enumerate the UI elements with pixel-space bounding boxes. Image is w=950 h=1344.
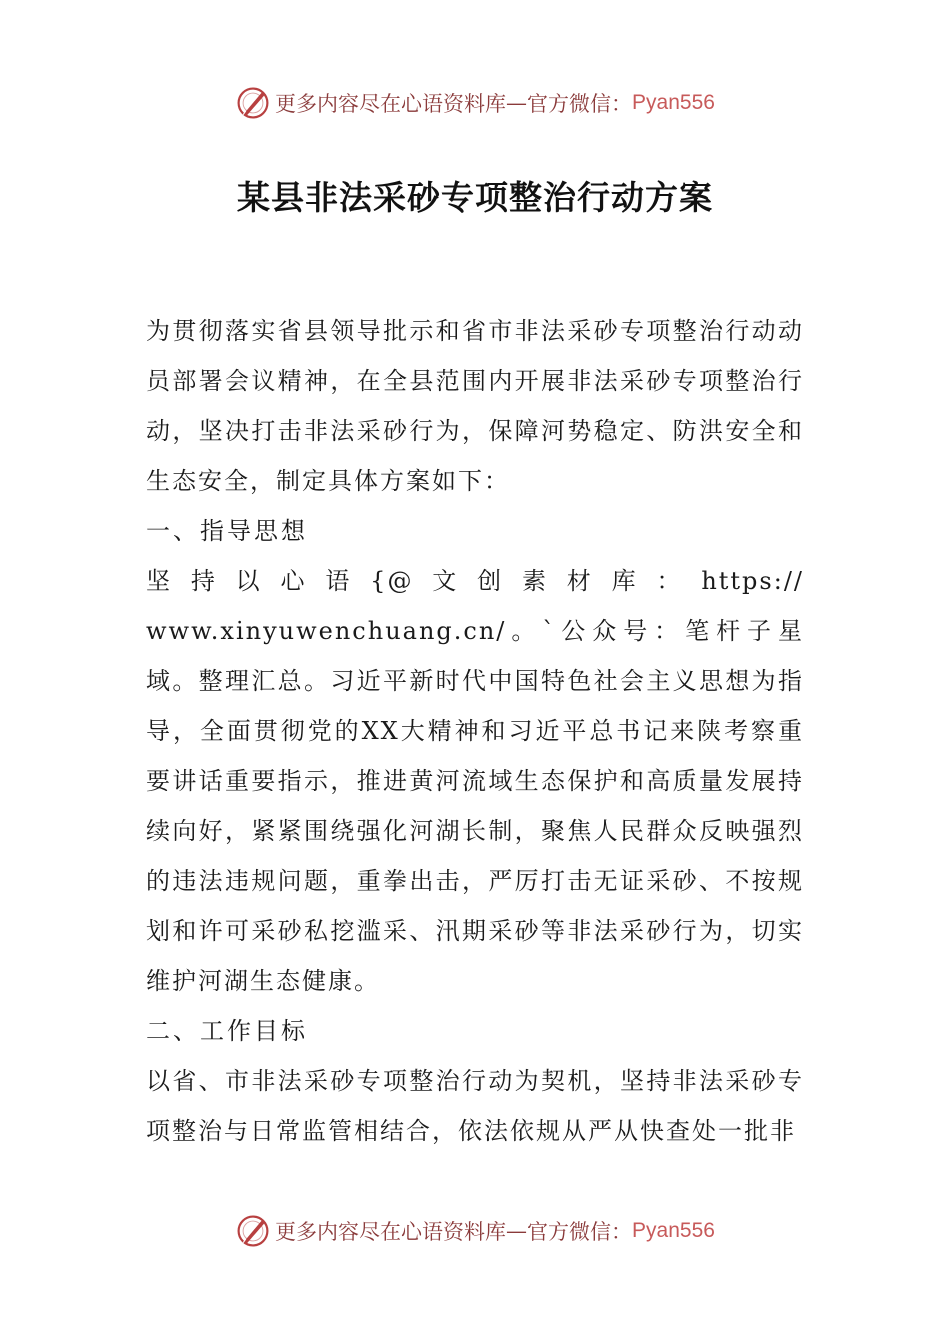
quill-logo-icon	[235, 1213, 271, 1249]
header-watermark-banner	[0, 78, 950, 128]
intro-paragraph: 为贯彻落实省县领导批示和省市非法采砂专项整治行动动员部署会议精神，在全县范围内开展非法采砂专项整治行动，坚决打击非法采砂行为，保障河势稳定、防洪安全和生态安全，制定具体方案如下：	[146, 317, 804, 495]
quill-logo-icon	[235, 85, 271, 121]
section-heading-work-goals: 二、工作目标	[146, 1017, 308, 1045]
section1-paragraph: www.xinyuwenchuang.cn/。`公众号：笔杆子星域。整理汇总。习近平新时代中国特色社会主义思想为指导，全面贯彻党的XX大精神和习近平总书记来陕考察重要讲话重要指示，推进黄河流域生态保护和高质量发展持续向好，紧紧围绕强化河湖长制，聚焦人民群众反映强烈的违法违规问题，重拳出击，严厉打击无证采砂、不按规划和许可采砂私挖滥采、汛期采砂等非法采砂行为，切实维护河湖生态健康。	[146, 617, 804, 995]
document-body	[146, 306, 804, 1156]
banner-separator: —	[506, 91, 528, 115]
section1-first-line: 坚持以心语{@文创素材库：https://	[146, 567, 804, 595]
banner-wechat-id: Pyan556	[632, 1219, 715, 1242]
banner-separator: —	[506, 1219, 528, 1243]
banner-wechat-label: 官方微信：	[527, 92, 633, 116]
banner-text: 更多内容尽在心语资料库	[275, 92, 507, 116]
banner-wechat-label: 官方微信：	[527, 1220, 633, 1244]
footer-watermark-banner	[0, 1206, 950, 1256]
section2-paragraph: 以省、市非法采砂专项整治行动为契机，坚持非法采砂专项整治与日常监管相结合，依法依规从严从快查处一批非	[146, 1067, 804, 1145]
section-heading-guiding-ideology: 一、指导思想	[146, 517, 308, 545]
banner-text: 更多内容尽在心语资料库	[275, 1220, 507, 1244]
document-title: 某县非法采砂专项整治行动方案	[237, 178, 713, 217]
banner-wechat-id: Pyan556	[632, 91, 715, 114]
